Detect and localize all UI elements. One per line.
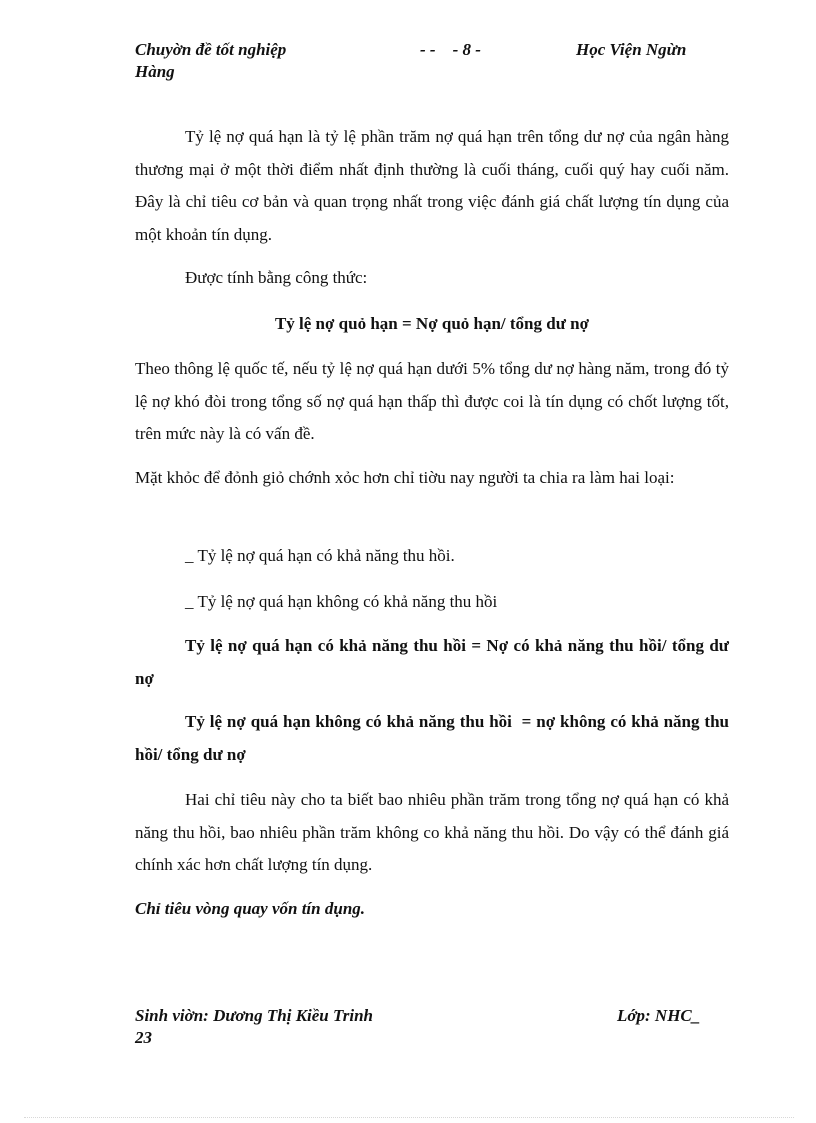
section-heading: Chỉ tiêu vòng quay vốn tín dụng. — [135, 899, 366, 918]
paragraph-formula-intro: Được tính bằng công thức: — [185, 268, 368, 287]
footer-class-continued: 23 — [135, 1028, 152, 1047]
page-number: - - - 8 - — [420, 40, 481, 59]
page-bottom-border — [24, 1117, 794, 1118]
paragraph-indicator-meaning: Hai chỉ tiêu này cho ta biết bao nhiêu phần trăm trong tổng nợ quá hạn có khả năng thu hồi, bao nhiêu phần trăm không co khả năng thu hồi. Do vậy có thể đánh giá chính xác hơn chất lượng tín dụng. — [135, 790, 729, 874]
paragraph-international-practice: Theo thông lệ quốc tế, nếu tỷ lệ nợ quá hạn dưới 5% tổng dư nợ hàng năm, trong đó tỷ lệ nợ khó đòi trong tổng số nợ quá hạn thấp thì được coi là tín dụng có chốt lượng tốt, trên mức này là có vấn đề. — [135, 359, 729, 443]
list-item-unrecoverable: _ Tỷ lệ nợ quá hạn không có khả năng thu hồi — [185, 592, 498, 611]
footer-student: Sinh viờn: Dương Thị Kiều Trinh — [135, 1006, 374, 1025]
formula-overdue-ratio: Tỷ lệ nợ quỏ hạn = Nợ quỏ hạn/ tổng dư nợ — [274, 314, 590, 333]
paragraph-overdue-ratio-definition: Tỷ lệ nợ quá hạn là tỷ lệ phần trăm nợ quá hạn trên tổng dư nợ của ngân hàng thương mại ở một thời điểm nhất định thường là cuối tháng, cuối quý hay cuối năm. Đây là chỉ tiêu cơ bản và quan trọng nhất trong việc đánh giá chất lượng tín dụng của một khoản tín dụng. — [135, 127, 729, 244]
formula-unrecoverable-ratio: Tỷ lệ nợ quá hạn không có khả năng thu hồi = nợ không có khả năng thu hồi/ tổng dư nợ — [135, 712, 734, 764]
footer-class: Lớp: NHC_ — [617, 1006, 701, 1025]
header-left-continued: Hàng — [135, 62, 175, 81]
header-left: Chuyờn đề tốt nghiệp — [135, 40, 287, 59]
paragraph-classification: Mặt khỏc để đỏnh giỏ chớnh xỏc hơn chỉ tiờu nay người ta chia ra làm hai loại: — [135, 468, 675, 487]
list-item-recoverable: _ Tỷ lệ nợ quá hạn có khả năng thu hồi. — [185, 546, 455, 565]
formula-recoverable-ratio: Tỷ lệ nợ quá hạn có khả năng thu hồi = Nợ có khả năng thu hồi/ tổng dư nợ — [135, 636, 729, 688]
header-right: Học Viện Ngừn — [576, 40, 687, 59]
